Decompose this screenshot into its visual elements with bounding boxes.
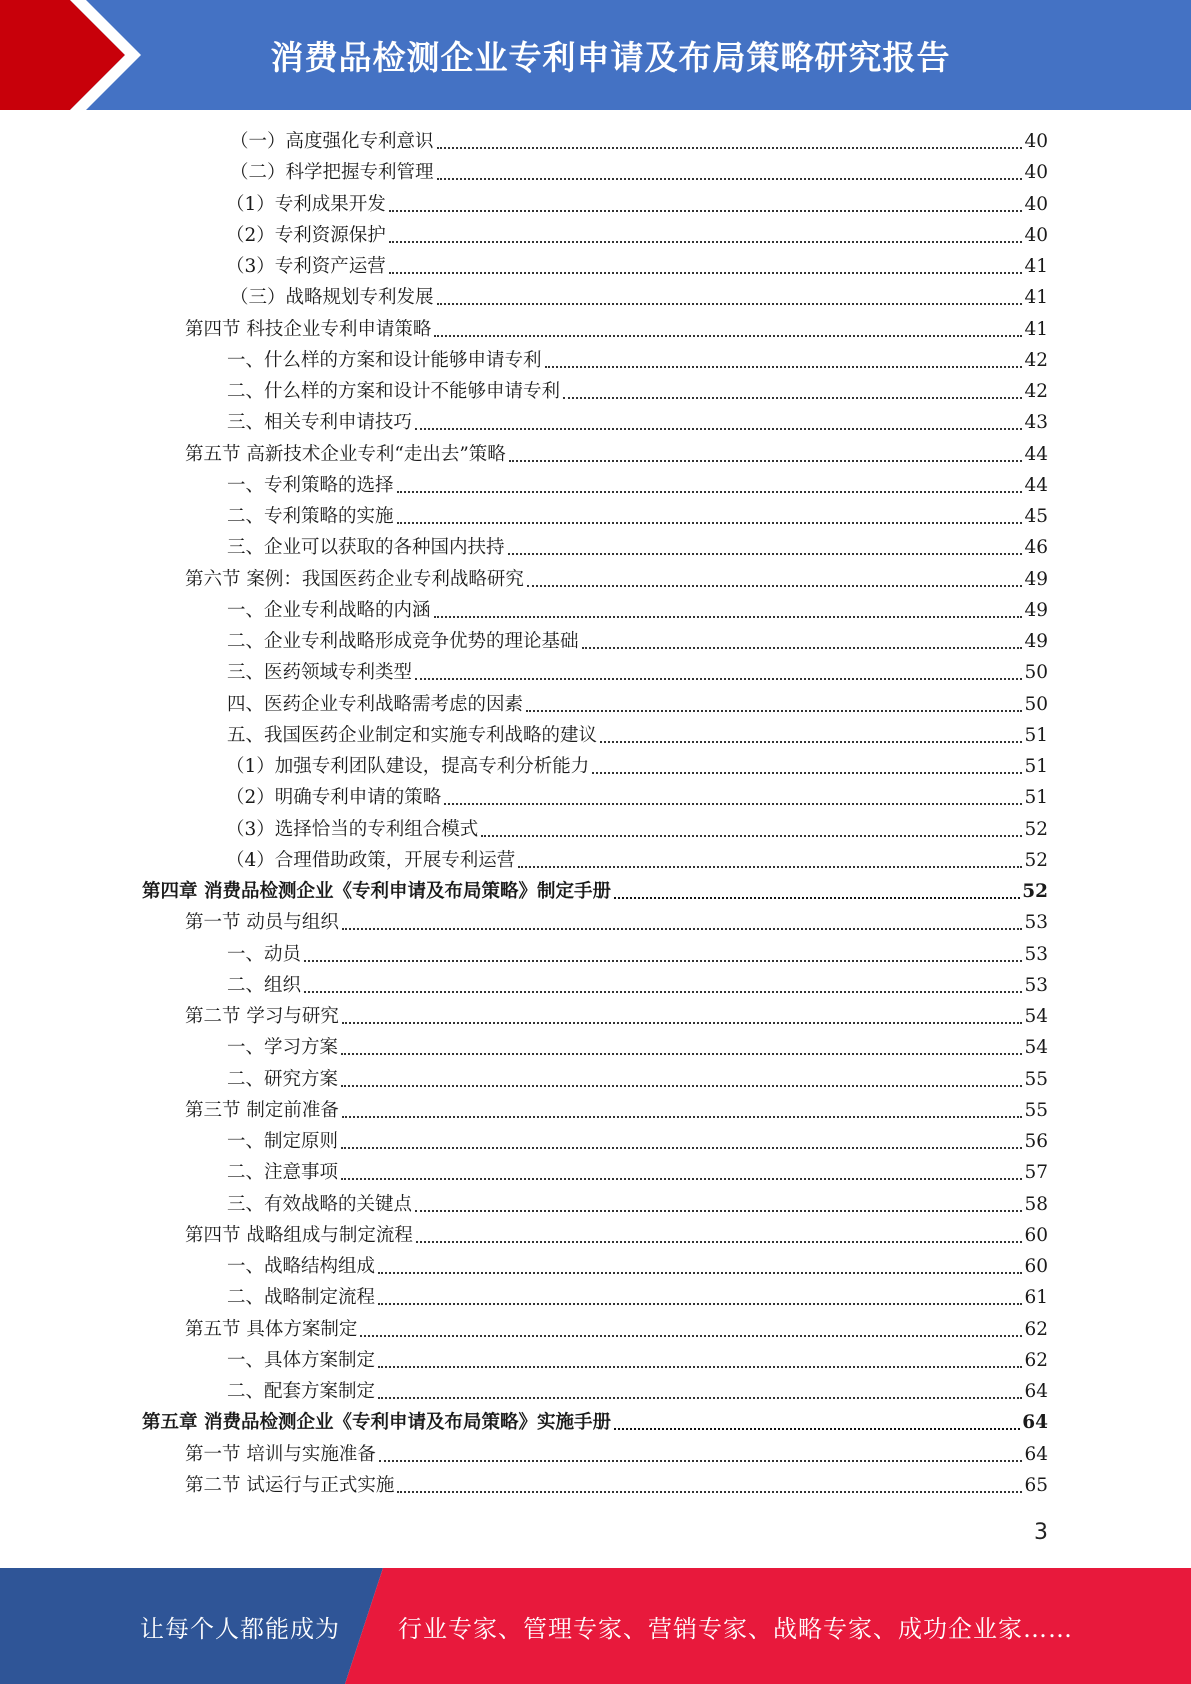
toc-entry[interactable] [226, 784, 1048, 812]
dot-leader [397, 522, 1023, 524]
toc-entry[interactable] [185, 1003, 1048, 1031]
toc-entry-label: （1）专利成果开发 [226, 193, 386, 215]
dot-leader [341, 1147, 1022, 1149]
toc-chapter-entry[interactable] [142, 1409, 1048, 1437]
footer-slogan-left: 让每个人都能成为 [140, 1614, 340, 1643]
dot-leader [360, 1335, 1022, 1337]
dot-leader [434, 616, 1023, 618]
toc-entry[interactable] [185, 1316, 1048, 1344]
toc-entry-label: （1）加强专利团队建设，提高专利分析能力 [226, 756, 590, 777]
toc-entry-label: （二）科学把握专利管理 [230, 162, 434, 184]
toc-entry-page: 42 [1024, 381, 1048, 402]
toc-entry-page: 55 [1024, 1099, 1048, 1121]
toc-entry-page: 46 [1024, 537, 1048, 559]
dot-leader [378, 1366, 1022, 1368]
toc-entry-page: 49 [1024, 599, 1048, 621]
report-title: 消费品检测企业专利申请及布局策略研究报告 [270, 37, 951, 77]
dot-leader [378, 1303, 1022, 1305]
toc-entry[interactable] [226, 191, 1048, 219]
toc-entry[interactable] [227, 1347, 1048, 1375]
toc-entry-page: 64 [1024, 1381, 1048, 1402]
toc-entry-label: （2）专利资源保护 [226, 224, 386, 246]
toc-entry-page: 53 [1024, 943, 1048, 965]
dot-leader [397, 1491, 1022, 1493]
dot-leader [415, 1210, 1022, 1212]
toc-entry-label: 第五章 消费品检测企业《专利申请及布局策略》实施手册 [142, 1412, 611, 1434]
dot-leader [434, 335, 1022, 337]
toc-entry-page: 58 [1024, 1193, 1048, 1215]
toc-entry[interactable] [227, 722, 1048, 750]
dot-leader [342, 1116, 1023, 1118]
toc-entry-label: 二、组织 [227, 974, 302, 996]
toc-entry-label: （三）战略规划专利发展 [230, 287, 434, 309]
toc-entry-label: 第五节 高新技术企业专利“走出去”策略 [185, 443, 506, 465]
toc-entry-label: 一、企业专利战略的内涵 [227, 599, 431, 621]
toc-entry[interactable] [230, 159, 1048, 187]
dot-leader [592, 772, 1022, 774]
toc-entry-page: 62 [1024, 1318, 1048, 1340]
toc-entry-label: 二、什么样的方案和设计不能够申请专利 [227, 381, 561, 402]
toc-entry-page: 52 [1024, 849, 1048, 871]
toc-entry-label: 第二节 试运行与正式实施 [185, 1474, 395, 1496]
toc-entry[interactable] [227, 534, 1048, 562]
toc-entry[interactable] [226, 847, 1048, 875]
toc-entry-label: 一、战略结构组成 [227, 1256, 376, 1277]
toc-entry[interactable] [227, 1378, 1048, 1406]
dot-leader [437, 178, 1023, 180]
dot-leader [437, 303, 1023, 305]
toc-entry-label: （4）合理借助政策，开展专利运营 [226, 849, 516, 871]
dot-leader [526, 710, 1022, 712]
toc-entry-page: 44 [1024, 443, 1048, 465]
toc-entry[interactable] [227, 1034, 1048, 1062]
toc-entry-label: 第四节 科技企业专利申请策略 [185, 318, 432, 340]
dot-leader [518, 866, 1022, 868]
dot-leader [481, 835, 1022, 837]
toc-entry[interactable] [227, 628, 1048, 656]
dot-leader [444, 803, 1022, 805]
dot-leader [389, 272, 1023, 274]
toc-entry[interactable] [227, 659, 1048, 687]
toc-entry-page: 56 [1024, 1131, 1048, 1152]
toc-entry[interactable] [227, 972, 1048, 1000]
dot-leader [304, 991, 1022, 993]
toc-entry[interactable] [230, 284, 1048, 312]
toc-entry[interactable] [185, 1097, 1048, 1125]
toc-entry-page: 55 [1024, 1068, 1048, 1090]
footer-slogan-right: 行业专家、管理专家、营销专家、战略专家、成功企业家…… [398, 1614, 1073, 1643]
toc-entry-page: 53 [1024, 974, 1048, 996]
toc-entry[interactable] [185, 1441, 1048, 1469]
toc-entry-page: 60 [1024, 1256, 1048, 1277]
toc-entry-label: 一、专利策略的选择 [227, 474, 394, 496]
toc-entry[interactable] [185, 1222, 1048, 1250]
toc-entry[interactable] [227, 941, 1048, 969]
toc-entry-page: 41 [1024, 287, 1048, 309]
toc-entry[interactable] [227, 503, 1048, 531]
toc-entry-page: 45 [1024, 506, 1048, 527]
dot-leader [378, 1397, 1022, 1399]
toc-entry-label: 三、企业可以获取的各种国内扶持 [227, 537, 505, 559]
dot-leader [342, 1022, 1023, 1024]
dot-leader [379, 1460, 1023, 1462]
toc-entry-page: 43 [1024, 412, 1048, 434]
toc-entry[interactable] [226, 816, 1048, 844]
toc-entry-page: 42 [1024, 349, 1048, 371]
toc-entry-label: 一、制定原则 [227, 1131, 339, 1152]
toc-entry-label: 二、配套方案制定 [227, 1381, 376, 1402]
toc-chapter-entry[interactable] [142, 878, 1048, 906]
toc-entry-page: 57 [1024, 1162, 1048, 1184]
toc-entry-label: 三、有效战略的关键点 [227, 1193, 413, 1215]
toc-entry-page: 64 [1022, 1412, 1048, 1434]
toc-entry[interactable] [227, 1066, 1048, 1094]
toc-entry-label: 第一节 动员与组织 [185, 912, 339, 934]
toc-entry[interactable] [226, 753, 1048, 781]
toc-entry-label: 三、医药领域专利类型 [227, 662, 413, 684]
dot-leader [415, 428, 1022, 430]
dot-leader [437, 147, 1023, 149]
toc-entry-label: 二、企业专利战略形成竞争优势的理论基础 [227, 631, 579, 652]
toc-entry-page: 50 [1024, 662, 1048, 684]
toc-entry-page: 40 [1024, 224, 1048, 246]
toc-entry-label: 第三节 制定前准备 [185, 1099, 339, 1121]
toc-entry[interactable] [227, 597, 1048, 625]
dot-leader [600, 741, 1022, 743]
toc-entry-page: 65 [1024, 1474, 1048, 1496]
toc-entry-label: 四、医药企业专利战略需考虑的因素 [227, 693, 524, 715]
toc-entry-label: 第一节 培训与实施准备 [185, 1443, 376, 1465]
toc-entry-page: 40 [1024, 131, 1048, 152]
toc-entry[interactable] [227, 1253, 1048, 1281]
toc-entry-label: 二、注意事项 [227, 1162, 339, 1184]
toc-entry-label: 一、具体方案制定 [227, 1349, 376, 1371]
toc-entry-page: 54 [1024, 1037, 1048, 1059]
toc-entry-label: 二、专利策略的实施 [227, 506, 394, 527]
dot-leader [527, 585, 1023, 587]
toc-entry-page: 50 [1024, 693, 1048, 715]
toc-entry-page: 61 [1024, 1287, 1048, 1309]
toc-entry-page: 49 [1024, 568, 1048, 590]
toc-entry-page: 41 [1024, 256, 1048, 277]
toc-entry-label: 第四章 消费品检测企业《专利申请及布局策略》制定手册 [142, 881, 611, 902]
toc-entry[interactable] [227, 691, 1048, 719]
toc-entry[interactable] [185, 566, 1048, 594]
dot-leader [389, 241, 1023, 243]
dot-leader [304, 960, 1022, 962]
dot-leader [342, 928, 1023, 930]
dot-leader [378, 1272, 1022, 1274]
toc-entry[interactable] [227, 1191, 1048, 1219]
toc-entry-label: 二、研究方案 [227, 1068, 339, 1090]
toc-entry[interactable] [226, 222, 1048, 250]
header-arrow-decoration [0, 0, 160, 110]
toc-entry-label: 一、什么样的方案和设计能够申请专利 [227, 349, 542, 371]
toc-entry-page: 51 [1024, 787, 1048, 809]
toc-entry-label: 第四节 战略组成与制定流程 [185, 1224, 413, 1246]
toc-entry-label: 第二节 学习与研究 [185, 1006, 339, 1027]
dot-leader [416, 1241, 1023, 1243]
toc-entry-page: 44 [1024, 474, 1048, 496]
toc-entry-page: 64 [1024, 1443, 1048, 1465]
toc-entry[interactable] [227, 472, 1048, 500]
dot-leader [341, 1085, 1022, 1087]
toc-entry-label: （一）高度强化专利意识 [230, 131, 434, 152]
dot-leader [563, 397, 1022, 399]
toc-entry-page: 60 [1024, 1224, 1048, 1246]
toc-entry-label: 二、战略制定流程 [227, 1287, 376, 1309]
dot-leader [341, 1178, 1022, 1180]
toc-entry[interactable] [185, 1472, 1048, 1500]
toc-entry-label: （3）选择恰当的专利组合模式 [226, 818, 479, 840]
toc-entry-label: 五、我国医药企业制定和实施专利战略的建议 [227, 724, 598, 746]
toc-entry-page: 40 [1024, 162, 1048, 184]
toc-entry[interactable] [227, 1159, 1048, 1187]
toc-entry-page: 52 [1024, 818, 1048, 840]
toc-entry-page: 49 [1024, 631, 1048, 652]
dot-leader [582, 647, 1023, 649]
toc-entry-label: 三、相关专利申请技巧 [227, 412, 413, 434]
toc-entry[interactable] [185, 316, 1048, 344]
toc-entry[interactable] [227, 1284, 1048, 1312]
dot-leader [397, 491, 1023, 493]
dot-leader [508, 553, 1023, 555]
toc-entry-page: 53 [1024, 912, 1048, 934]
toc-entry-page: 40 [1024, 193, 1048, 215]
toc-entry-page: 51 [1024, 756, 1048, 777]
dot-leader [614, 897, 1020, 899]
page-header [0, 0, 1191, 110]
toc-entry[interactable] [227, 347, 1048, 375]
toc-entry-label: （3）专利资产运营 [226, 256, 386, 277]
dot-leader [509, 460, 1023, 462]
toc-entry-label: 第六节 案例：我国医药企业专利战略研究 [185, 568, 524, 590]
toc-entry-label: 一、学习方案 [227, 1037, 339, 1059]
dot-leader [389, 210, 1023, 212]
toc-entry-label: 一、动员 [227, 943, 302, 965]
toc-entry[interactable] [185, 909, 1048, 937]
toc-entry-page: 62 [1024, 1349, 1048, 1371]
page-footer [0, 1568, 1191, 1684]
toc-entry-page: 51 [1024, 724, 1048, 746]
dot-leader [341, 1053, 1022, 1055]
dot-leader [614, 1428, 1020, 1430]
toc-entry[interactable] [227, 1128, 1048, 1156]
toc-entry[interactable] [227, 409, 1048, 437]
dot-leader [545, 366, 1023, 368]
toc-entry-label: （2）明确专利申请的策略 [226, 787, 442, 809]
toc-entry[interactable] [226, 253, 1048, 281]
dot-leader [415, 678, 1022, 680]
page-number: 3 [1034, 1520, 1048, 1545]
toc-entry-page: 41 [1024, 318, 1048, 340]
toc-entry[interactable] [185, 441, 1048, 469]
toc-entry[interactable] [230, 128, 1048, 156]
toc-entry-page: 54 [1024, 1006, 1048, 1027]
toc-entry-label: 第五节 具体方案制定 [185, 1318, 358, 1340]
toc-entry[interactable] [227, 378, 1048, 406]
toc-entry-page: 52 [1022, 881, 1048, 902]
